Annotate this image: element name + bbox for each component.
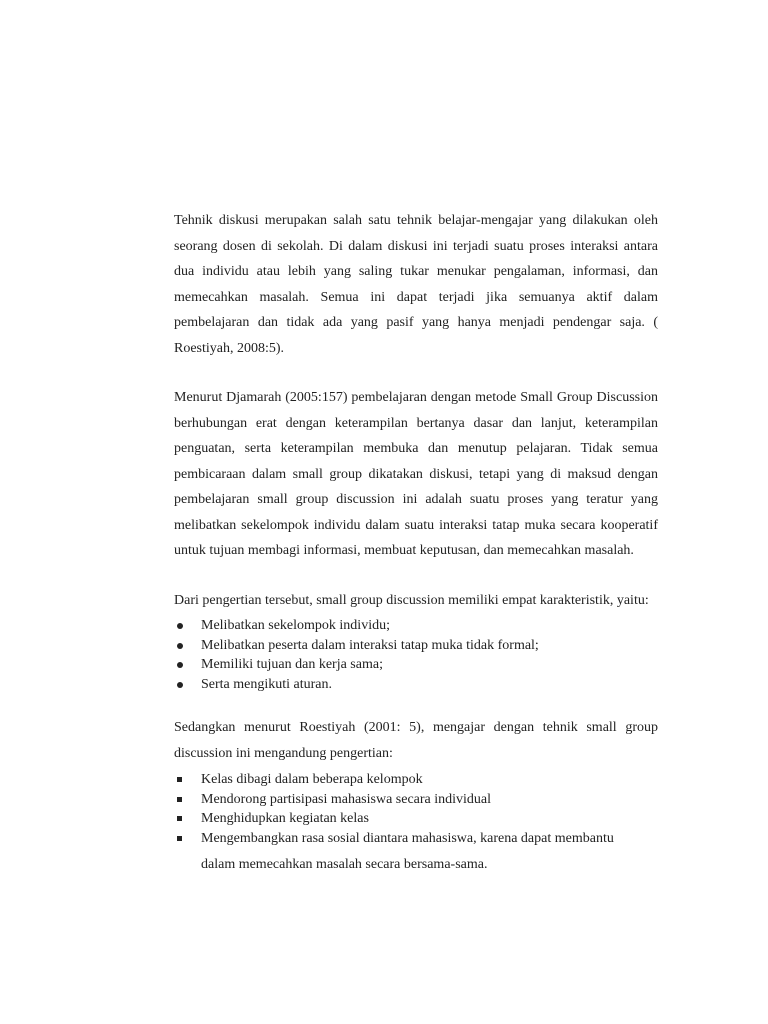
list-item [174, 809, 658, 829]
bullet-square-icon [177, 816, 182, 821]
list-item-text: Kelas dibagi dalam beberapa kelompok [201, 772, 423, 787]
list-item-continuation: dalam memecahkan masalah secara bersama-sama. [201, 857, 488, 872]
list-item [174, 790, 658, 810]
paragraph-technique-description: Tehnik diskusi merupakan salah satu tehnik belajar-mengajar yang dilakukan oleh seorang dosen di sekolah. Di dalam diskusi ini terjadi suatu proses interaksi antara dua individu atau lebih yang saling tukar menukar pengalaman, informasi, dan memecahkan masalah. Semua ini dapat terjadi jika semuanya aktif dalam pembelajaran dan tidak ada yang pasif yang hanya menjadi pendengar saja. ( Roestiyah, 2008:5). [174, 213, 658, 356]
list-item-text: Mengembangkan rasa sosial diantara mahasiswa, karena dapat membantu [201, 830, 614, 846]
list-item [174, 675, 658, 695]
bullet-square-icon [177, 836, 182, 841]
list-item-text: Melibatkan peserta dalam interaksi tatap muka tidak formal; [201, 637, 539, 653]
document-body [174, 208, 658, 881]
list-item [174, 770, 658, 790]
bullet-dot-icon [177, 682, 183, 688]
list-item [174, 616, 658, 636]
paragraph-djamarah-definition: Menurut Djamarah (2005:157) pembelajaran dengan metode Small Group Discussion berhubungan erat dengan keterampilan bertanya dasar dan lanjut, keterampilan penguatan, serta keterampilan membuka dan menutup pelajaran. Tidak semua pembicaraan dalam small group dikatakan diskusi, tetapi yang di maksud dengan pembelajaran small group discussion ini adalah suatu proses yang teratur yang melibatkan sekelompok individu dalam suatu interaksi tatap muka secara kooperatif untuk tujuan membagi informasi, membuat keputusan, dan memecahkan masalah. [174, 390, 658, 558]
definitions-list [174, 770, 658, 881]
paragraph-characteristics-intro: Dari pengertian tersebut, small group discussion memiliki empat karakteristik, yaitu: [174, 592, 649, 608]
list-item [174, 829, 658, 882]
list-item [174, 636, 658, 656]
list-item [174, 655, 658, 675]
paragraph-roestiyah-definition: Sedangkan menurut Roestiyah (2001: 5), mengajar dengan tehnik small group discussion ini mengandung pengertian: [174, 720, 658, 761]
bullet-square-icon [177, 797, 182, 802]
characteristics-list [174, 616, 658, 694]
bullet-square-icon [177, 777, 182, 782]
list-item-text: Melibatkan sekelompok individu; [201, 618, 390, 633]
bullet-dot-icon [177, 662, 183, 668]
list-item-text: Menghidupkan kegiatan kelas [201, 811, 369, 826]
list-item-text: Memiliki tujuan dan kerja sama; [201, 657, 383, 672]
bullet-dot-icon [177, 623, 183, 629]
list-item-text: Mendorong partisipasi mahasiswa secara individual [201, 791, 492, 807]
bullet-dot-icon [177, 643, 183, 649]
list-item-text: Serta mengikuti aturan. [201, 676, 333, 692]
